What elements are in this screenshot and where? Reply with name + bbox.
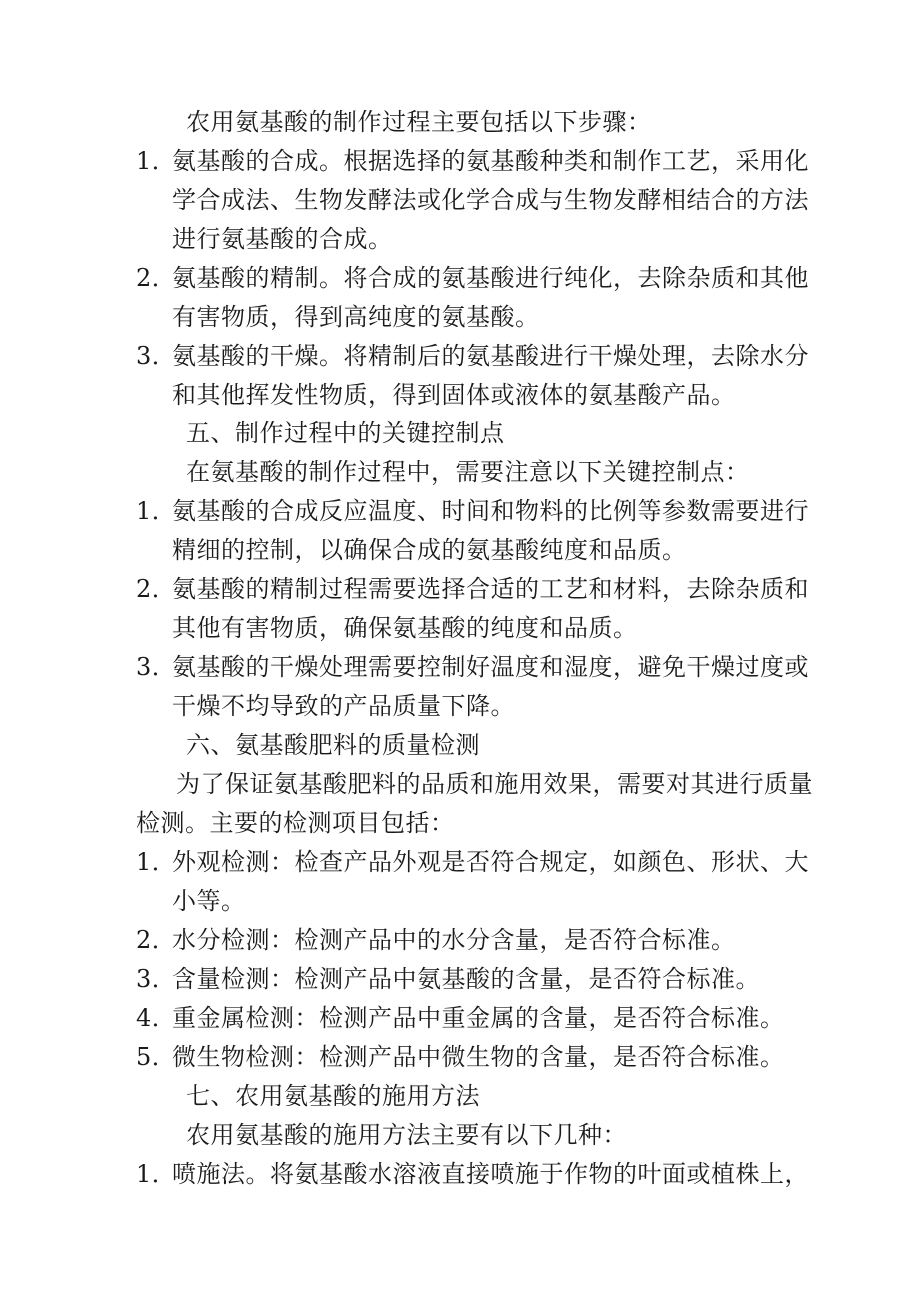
s5-item-2-line-1: 2．氨基酸的精制过程需要选择合适的工艺和材料，去除杂质和	[136, 571, 809, 607]
s7-item-1-line-1: 1．喷施法。将氨基酸水溶液直接喷施于作物的叶面或植株上，	[136, 1156, 809, 1192]
section-6-heading: 六、氨基酸肥料的质量检测	[186, 731, 480, 759]
s6-item-1-number: 1．	[136, 848, 177, 876]
s5-item-2-number: 2．	[136, 575, 177, 603]
section-5-intro: 在氨基酸的制作过程中，需要注意以下关键控制点：	[186, 458, 750, 486]
s5-item-2-line-2: 其他有害物质，确保氨基酸的纯度和品质。	[172, 614, 638, 642]
s5-item-1-number: 1．	[136, 497, 177, 525]
step-2-line-1: 2．氨基酸的精制。将合成的氨基酸进行纯化，去除杂质和其他	[136, 260, 809, 296]
s6-item-4-line-1: 4．重金属检测：检测产品中重金属的含量，是否符合标准。	[136, 1000, 785, 1036]
step-3-line-1: 3．氨基酸的干燥。将精制后的氨基酸进行干燥处理，去除水分	[136, 338, 809, 374]
s7-item-1-number: 1．	[136, 1160, 177, 1188]
s6-item-5-line-1: 5．微生物检测：检测产品中微生物的含量，是否符合标准。	[136, 1039, 785, 1075]
s6-item-3-number: 3．	[136, 965, 177, 993]
section-7-intro: 农用氨基酸的施用方法主要有以下几种：	[186, 1121, 627, 1149]
step-1-line-3: 进行氨基酸的合成。	[172, 225, 393, 253]
step-1-line-1: 1．氨基酸的合成。根据选择的氨基酸种类和制作工艺，采用化	[136, 143, 809, 179]
s6-item-5-number: 5．	[136, 1043, 177, 1071]
s6-item-4-number: 4．	[136, 1004, 177, 1032]
s5-item-1-line-2: 精细的控制，以确保合成的氨基酸纯度和品质。	[172, 536, 687, 564]
s5-item-3-line-1: 3．氨基酸的干燥处理需要控制好温度和湿度，避免干燥过度或	[136, 649, 809, 685]
s5-item-3-line-2: 干燥不均导致的产品质量下降。	[172, 692, 515, 720]
step-1-line-2: 学合成法、生物发酵法或化学合成与生物发酵相结合的方法	[172, 186, 809, 214]
step-3-line-2: 和其他挥发性物质，得到固体或液体的氨基酸产品。	[172, 381, 736, 409]
step-2-line-2: 有害物质，得到高纯度的氨基酸。	[172, 303, 540, 331]
s5-item-1-line-1: 1．氨基酸的合成反应温度、时间和物料的比例等参数需要进行	[136, 493, 809, 529]
s6-item-1-line-1: 1．外观检测：检查产品外观是否符合规定，如颜色、形状、大	[136, 844, 809, 880]
section-7-heading: 七、农用氨基酸的施用方法	[186, 1082, 480, 1110]
section-6-intro-line-1: 为了保证氨基酸肥料的品质和施用效果，需要对其进行质量	[176, 770, 813, 798]
step-2-number: 2．	[136, 264, 177, 292]
s6-item-1-line-2: 小等。	[172, 887, 246, 915]
s6-item-2-line-1: 2．水分检测：检测产品中的水分含量，是否符合标准。	[136, 922, 736, 958]
step-3-number: 3．	[136, 342, 177, 370]
s6-item-3-line-1: 3．含量检测：检测产品中氨基酸的含量，是否符合标准。	[136, 961, 760, 997]
s5-item-3-number: 3．	[136, 653, 177, 681]
section-5-heading: 五、制作过程中的关键控制点	[186, 419, 505, 447]
intro-paragraph: 农用氨基酸的制作过程主要包括以下步骤：	[186, 108, 652, 136]
section-6-intro-line-2: 检测。主要的检测项目包括：	[136, 809, 455, 837]
s6-item-2-number: 2．	[136, 926, 177, 954]
step-1-number: 1．	[136, 147, 177, 175]
